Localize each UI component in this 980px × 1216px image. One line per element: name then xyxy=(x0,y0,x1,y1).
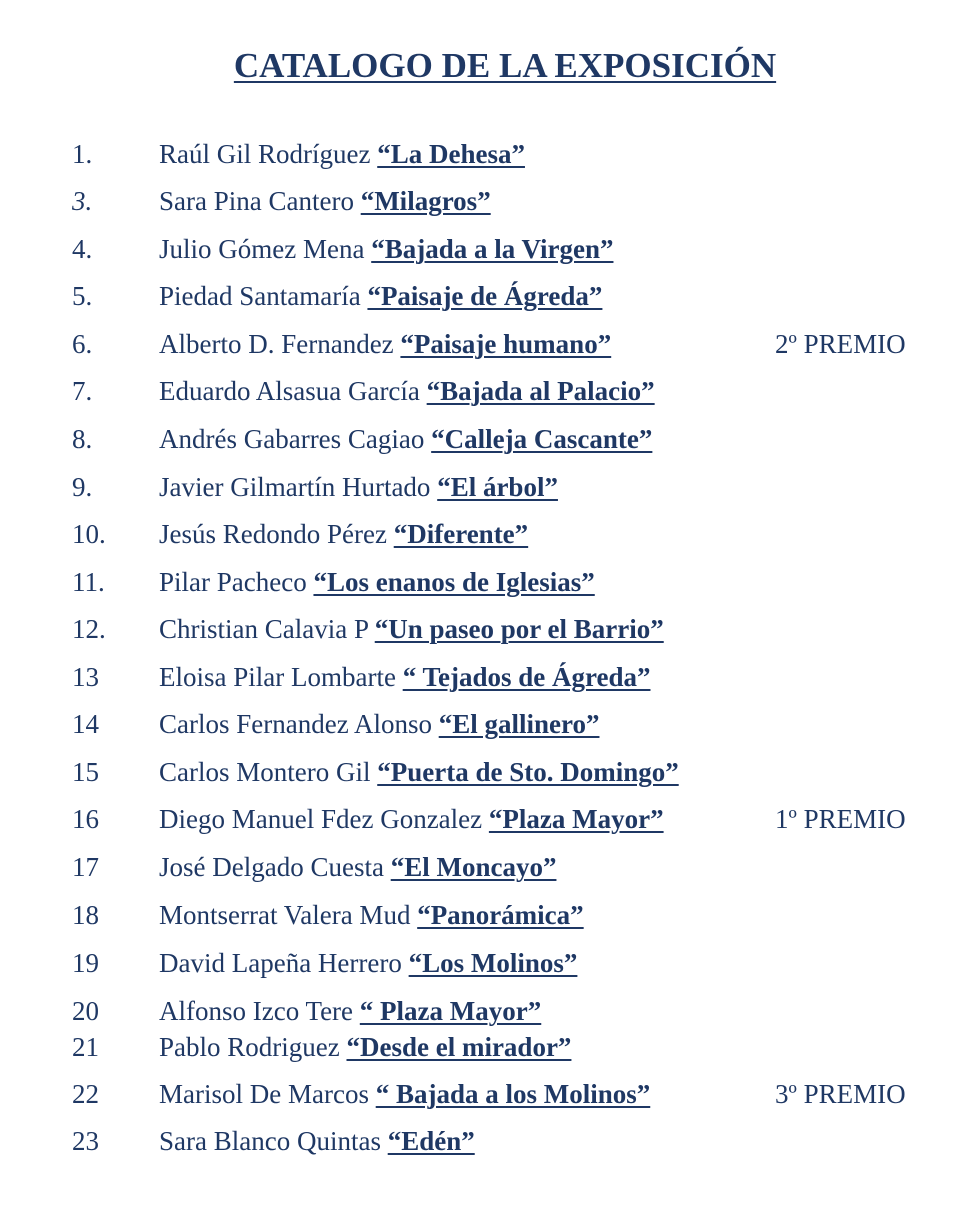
entry-number: 6. xyxy=(72,329,93,359)
entry-text xyxy=(159,183,491,219)
entry-work-title: “ Tejados de Ágreda” xyxy=(402,662,651,692)
entry-author: Sara Blanco Quintas xyxy=(159,1126,381,1156)
entry-author: Marisol De Marcos xyxy=(159,1079,369,1109)
entry-work-title: “Los enanos de Iglesias” xyxy=(313,567,595,597)
entry-author: Alberto D. Fernandez xyxy=(159,329,394,359)
entry-author: Diego Manuel Fdez Gonzalez xyxy=(159,804,483,834)
entry-work-title: “Desde el mirador” xyxy=(346,1032,572,1062)
entry-number: 15 xyxy=(72,757,99,787)
entry-number: 22 xyxy=(72,1079,99,1109)
list-item xyxy=(0,801,980,837)
list-item xyxy=(0,373,980,409)
entry-number: 11. xyxy=(72,567,105,597)
entry-author: Jesús Redondo Pérez xyxy=(159,519,387,549)
entry-author: Sara Pina Cantero xyxy=(159,186,354,216)
entry-text xyxy=(159,231,613,267)
entry-text xyxy=(159,564,595,600)
entry-text xyxy=(159,945,577,981)
entry-work-title: “ Plaza Mayor” xyxy=(359,996,542,1026)
list-item xyxy=(0,754,980,790)
entry-number: 18 xyxy=(72,900,99,930)
entry-text xyxy=(159,1029,571,1065)
list-item xyxy=(0,183,980,219)
list-item xyxy=(0,945,980,981)
list-item xyxy=(0,516,980,552)
entry-text xyxy=(159,373,655,409)
list-item xyxy=(0,421,980,457)
entry-work-title: “Edén” xyxy=(387,1126,475,1156)
entry-work-title: “Paisaje de Ágreda” xyxy=(367,281,603,311)
entry-work-title: “Milagros” xyxy=(360,186,491,216)
entry-author: Julio Gómez Mena xyxy=(159,234,365,264)
entry-text xyxy=(159,993,541,1029)
entry-text xyxy=(159,469,558,505)
entry-text xyxy=(159,897,584,933)
entry-text xyxy=(159,801,664,837)
entry-work-title: “Panorámica” xyxy=(417,900,584,930)
entry-text xyxy=(159,278,602,314)
entry-number: 12. xyxy=(72,614,106,644)
list-item xyxy=(0,1029,980,1065)
entry-author: José Delgado Cuesta xyxy=(159,852,384,882)
entry-work-title: “El árbol” xyxy=(437,472,558,502)
entry-number: 16 xyxy=(72,804,99,834)
list-item xyxy=(0,564,980,600)
list-item xyxy=(0,611,980,647)
entry-text xyxy=(159,1076,650,1112)
entry-author: Carlos Montero Gil xyxy=(159,757,371,787)
entry-prize: 3º PREMIO xyxy=(775,1079,906,1109)
entry-number: 4. xyxy=(72,234,93,264)
entry-number: 23 xyxy=(72,1126,99,1156)
entry-text xyxy=(159,421,652,457)
page-title: CATALOGO DE LA EXPOSICIÓN xyxy=(233,46,777,85)
entry-author: Andrés Gabarres Cagiao xyxy=(159,424,425,454)
entry-text xyxy=(159,1123,475,1159)
entry-work-title: “Un paseo por el Barrio” xyxy=(374,614,664,644)
entry-author: Javier Gilmartín Hurtado xyxy=(159,472,431,502)
entry-prize: 2º PREMIO xyxy=(775,329,906,359)
entry-number: 10. xyxy=(72,519,106,549)
list-item xyxy=(0,231,980,267)
entry-number: 19 xyxy=(72,948,99,978)
entry-work-title: “El gallinero” xyxy=(438,709,600,739)
entry-text xyxy=(159,326,611,362)
entry-author: Alfonso Izco Tere xyxy=(159,996,354,1026)
list-item xyxy=(0,1076,980,1112)
entry-author: Raúl Gil Rodríguez xyxy=(159,139,371,169)
entry-author: Pablo Rodriguez xyxy=(159,1032,340,1062)
entry-text xyxy=(159,136,525,172)
entry-prize: 1º PREMIO xyxy=(775,804,906,834)
entry-number: 5. xyxy=(72,281,93,311)
list-item xyxy=(0,659,980,695)
entry-work-title: “Bajada a la Virgen” xyxy=(371,234,614,264)
list-item xyxy=(0,993,980,1029)
entry-author: Carlos Fernandez Alonso xyxy=(159,709,432,739)
entry-number: 3. xyxy=(72,186,93,216)
entry-number: 9. xyxy=(72,472,93,502)
entry-work-title: “Calleja Cascante” xyxy=(431,424,653,454)
entry-number: 20 xyxy=(72,996,99,1026)
entry-number: 7. xyxy=(72,376,93,406)
entry-text xyxy=(159,611,664,647)
entry-text xyxy=(159,754,679,790)
entry-author: Eloisa Pilar Lombarte xyxy=(159,662,396,692)
entry-work-title: “Plaza Mayor” xyxy=(488,804,664,834)
entry-number: 14 xyxy=(72,709,99,739)
entry-work-title: “ Bajada a los Molinos” xyxy=(375,1079,651,1109)
entry-number: 8. xyxy=(72,424,93,454)
entry-work-title: “Paisaje humano” xyxy=(400,329,612,359)
entry-number: 1. xyxy=(72,139,93,169)
list-item xyxy=(0,469,980,505)
list-item xyxy=(0,278,980,314)
list-item xyxy=(0,706,980,742)
entry-author: Eduardo Alsasua García xyxy=(159,376,420,406)
entry-work-title: “Bajada al Palacio” xyxy=(426,376,655,406)
list-item xyxy=(0,326,980,362)
entry-text xyxy=(159,706,599,742)
list-item xyxy=(0,136,980,172)
entry-author: David Lapeña Herrero xyxy=(159,948,402,978)
list-item xyxy=(0,1123,980,1159)
entry-author: Piedad Santamaría xyxy=(159,281,361,311)
entry-number: 21 xyxy=(72,1032,99,1062)
entry-number: 13 xyxy=(72,662,99,692)
entry-text xyxy=(159,849,556,885)
entry-number: 17 xyxy=(72,852,99,882)
entry-work-title: “Puerta de Sto. Domingo” xyxy=(377,757,679,787)
list-item xyxy=(0,849,980,885)
entry-work-title: “Diferente” xyxy=(393,519,529,549)
entry-author: Christian Calavia P xyxy=(159,614,368,644)
entry-text xyxy=(159,516,528,552)
entry-work-title: “Los Molinos” xyxy=(408,948,578,978)
entry-text xyxy=(159,659,650,695)
entry-author: Pilar Pacheco xyxy=(159,567,307,597)
entry-work-title: “La Dehesa” xyxy=(377,139,525,169)
entry-author: Montserrat Valera Mud xyxy=(159,900,411,930)
entry-work-title: “El Moncayo” xyxy=(390,852,557,882)
list-item xyxy=(0,897,980,933)
